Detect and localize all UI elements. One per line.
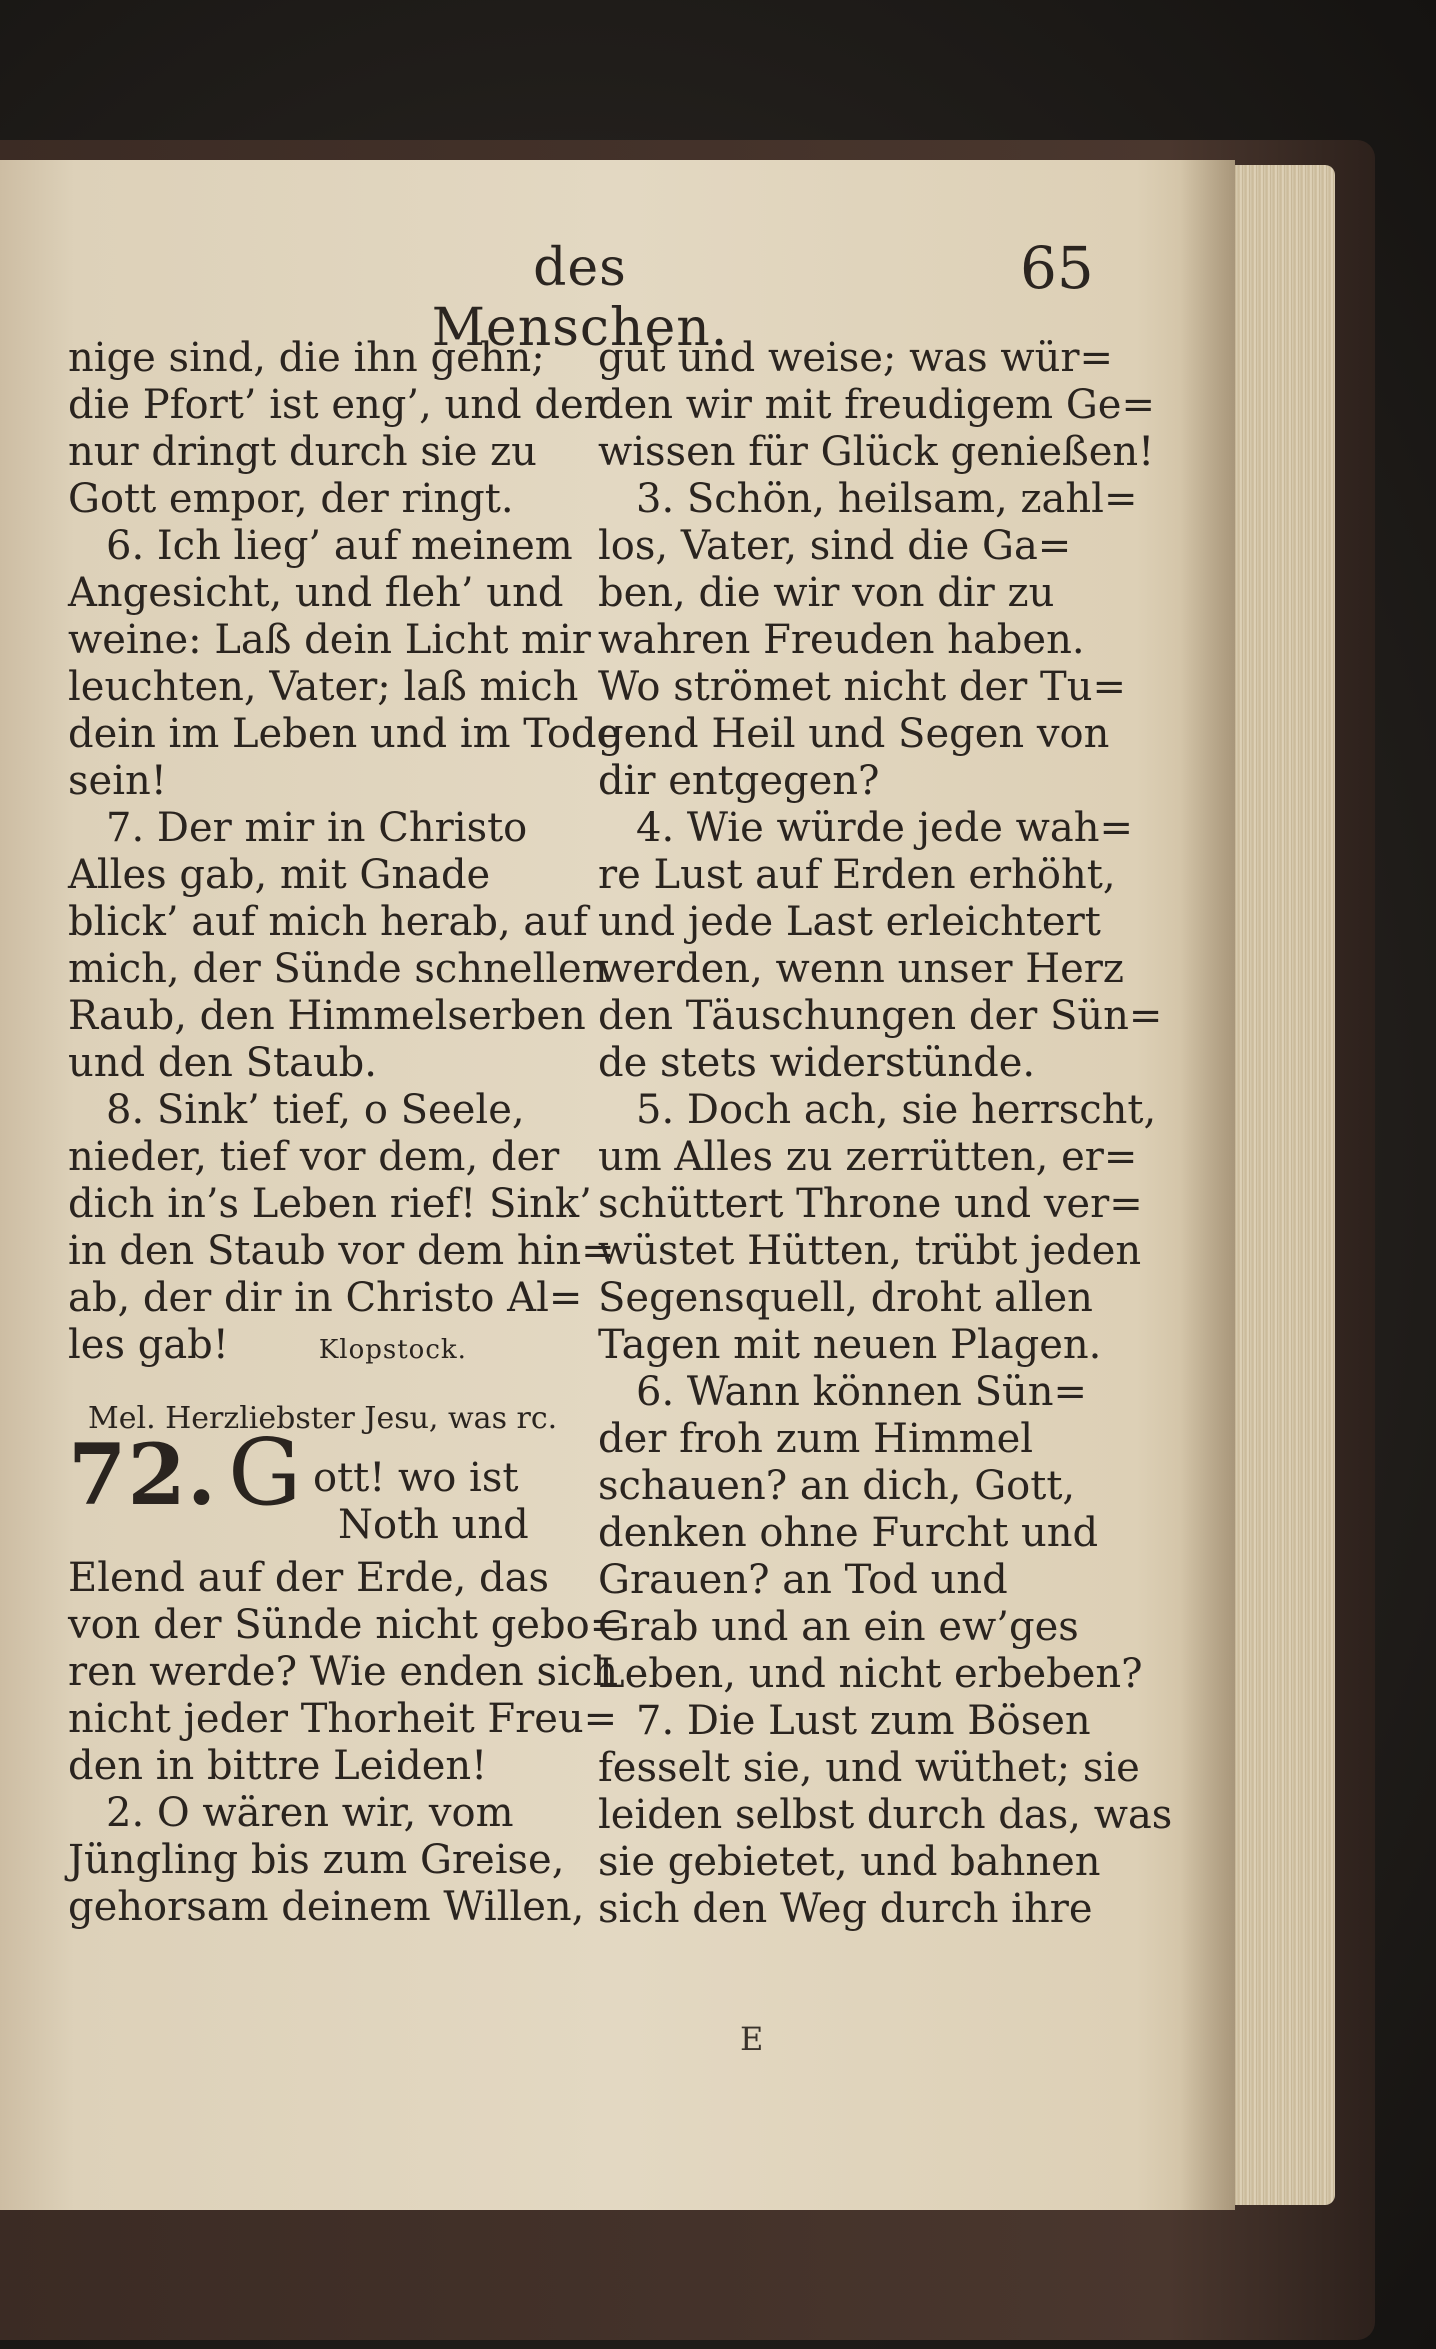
text-line: Gott empor, der ringt. <box>68 476 514 522</box>
hymn-first-line: ott! wo ist <box>313 1455 519 1501</box>
text-line: nieder, tief vor dem, der <box>68 1134 560 1180</box>
text-line: wüstet Hütten, trübt jeden <box>598 1228 1142 1274</box>
text-line: und jede Last erleichtert <box>598 899 1101 945</box>
text-line: ren werde? Wie enden sich <box>68 1649 618 1695</box>
text-line: Alles gab, mit Gnade <box>68 852 491 898</box>
text-line: dich in’s Leben rief! Sink’ <box>68 1181 592 1227</box>
hymn-heading <box>68 1419 568 1555</box>
page-number: 65 <box>1020 234 1094 302</box>
text-line: schauen? an dich, Gott, <box>598 1463 1076 1509</box>
verse-start-line: 7. Die Lust zum Bösen <box>636 1698 1091 1744</box>
text-line: der froh zum Himmel <box>598 1416 1034 1462</box>
text-line: ben, die wir von dir zu <box>598 570 1055 616</box>
text-line: Grauen? an Tod und <box>598 1557 1008 1603</box>
verse-start-line: 4. Wie würde jede wah= <box>636 805 1134 851</box>
text-line: Leben, und nicht erbeben? <box>598 1651 1143 1697</box>
page-shadow <box>1180 160 1235 2210</box>
text-line: dein im Leben und im Tode <box>68 711 621 757</box>
last-line-with-attribution <box>68 1322 568 1369</box>
text-line: um Alles zu zerrütten, er= <box>598 1134 1138 1180</box>
text-line: den wir mit freudigem Ge= <box>598 382 1155 428</box>
text-line: leiden selbst durch das, was <box>598 1792 1173 1838</box>
text-line: nur dringt durch sie zu <box>68 429 537 475</box>
text-line: wahren Freuden haben. <box>598 617 1085 663</box>
text-line: den in bittre Leiden! <box>68 1743 488 1789</box>
signature-mark: E <box>740 2020 764 2058</box>
text-line: los, Vater, sind die Ga= <box>598 523 1072 569</box>
text-line: sein! <box>68 758 167 804</box>
text-line: re Lust auf Erden erhöht, <box>598 852 1116 898</box>
text-line: blick’ auf mich herab, auf <box>68 899 588 945</box>
text-line: Elend auf der Erde, das <box>68 1555 549 1601</box>
hymn-second-line: Noth und <box>338 1502 529 1548</box>
text-line: mich, der Sünde schnellen <box>68 946 608 992</box>
text-line: Wo strömet nicht der Tu= <box>598 664 1126 710</box>
melody-line: Mel. Herzliebster Jesu, was rc. <box>88 1401 558 1436</box>
text-line: nige sind, die ihn gehn; <box>68 335 545 381</box>
text-line: gehorsam deinem Willen, <box>68 1884 585 1930</box>
verse-start-line: 7. Der mir in Christo <box>106 805 528 851</box>
text-line: die Pfort’ ist eng’, und der <box>68 382 603 428</box>
verse-start-line: 6. Ich lieg’ auf meinem <box>106 523 573 569</box>
text-line: Tagen mit neuen Plagen. <box>598 1322 1102 1368</box>
text-line: Grab und an ein ew’ges <box>598 1604 1079 1650</box>
text-line: weine: Laß dein Licht mir <box>68 617 591 663</box>
text-line: von der Sünde nicht gebo= <box>68 1602 624 1648</box>
text-line: denken ohne Furcht und <box>598 1510 1099 1556</box>
text-line: leuchten, Vater; laß mich <box>68 664 579 710</box>
drop-capital: G <box>228 1419 302 1526</box>
running-head: des Menschen. <box>431 238 729 358</box>
text-line: dir entgegen? <box>598 758 880 804</box>
left-column <box>68 335 624 1931</box>
hymn-number: 72. <box>68 1425 218 1524</box>
text-line: wissen für Glück genießen! <box>598 429 1155 475</box>
author-attribution: Klopstock. <box>318 1335 467 1365</box>
text-line: Jüngling bis zum Greise, <box>68 1837 565 1883</box>
text-line: in den Staub vor dem hin= <box>68 1228 615 1274</box>
text-line: fesselt sie, und wüthet; sie <box>598 1745 1140 1791</box>
verse-start-line: 5. Doch ach, sie herrscht, <box>636 1087 1157 1133</box>
text-line: schüttert Throne und ver= <box>598 1181 1143 1227</box>
text-line: werden, wenn unser Herz <box>598 946 1124 992</box>
verse-start-line: 2. O wären wir, vom <box>106 1790 514 1836</box>
text-line: Raub, den Himmelserben <box>68 993 586 1039</box>
text-line: ab, der dir in Christo Al= <box>68 1275 583 1321</box>
verse-start-line: 8. Sink’ tief, o Seele, <box>106 1087 525 1133</box>
text-line: Angesicht, und fleh’ und <box>68 570 564 616</box>
text-line: gend Heil und Segen von <box>598 711 1110 757</box>
text-line: sich den Weg durch ihre <box>598 1886 1093 1932</box>
text-line: und den Staub. <box>68 1040 378 1086</box>
text-line: Segensquell, droht allen <box>598 1275 1093 1321</box>
text-line: sie gebietet, und bahnen <box>598 1839 1101 1885</box>
text-line: de stets widerstünde. <box>598 1040 1036 1086</box>
verse-start-line: 6. Wann können Sün= <box>636 1369 1088 1415</box>
text-line: les gab! <box>68 1322 229 1368</box>
right-column <box>598 335 1173 1933</box>
text-line: gut und weise; was wür= <box>598 335 1114 381</box>
text-line: nicht jeder Thorheit Freu= <box>68 1696 618 1742</box>
text-line: den Täuschungen der Sün= <box>598 993 1163 1039</box>
verse-start-line: 3. Schön, heilsam, zahl= <box>636 476 1138 522</box>
